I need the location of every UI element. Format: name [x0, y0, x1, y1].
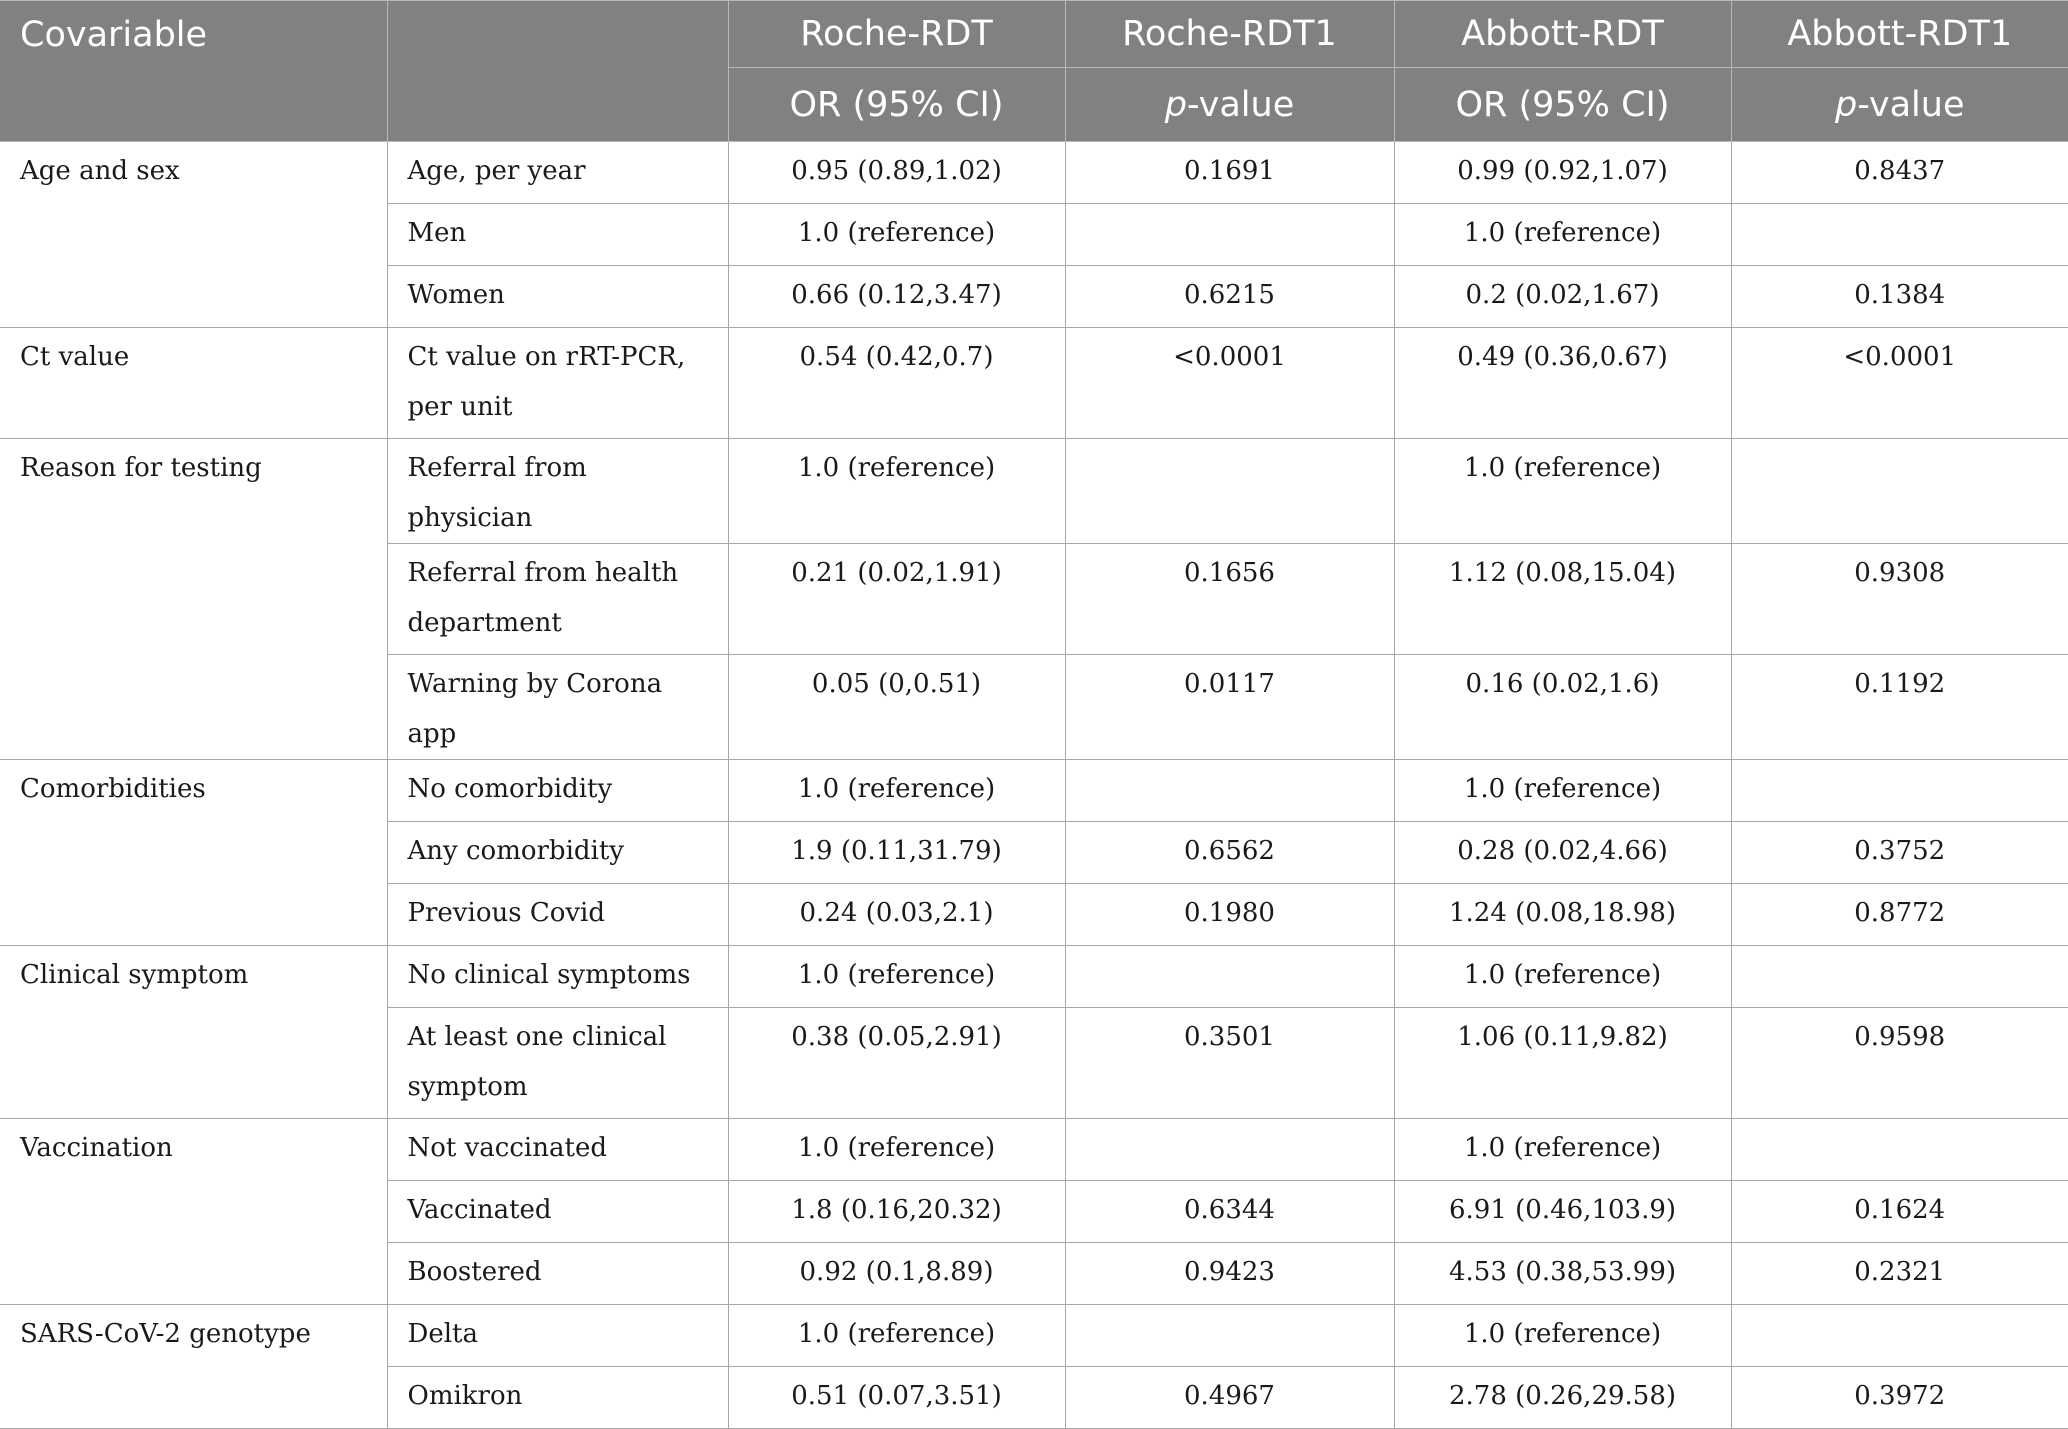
covariable-level	[387, 328, 728, 439]
roche-pvalue-cell	[1065, 328, 1394, 439]
covariable-level-text: Men	[407, 218, 467, 248]
roche-or-cell	[728, 1008, 1065, 1119]
covariable-level	[387, 1008, 728, 1119]
roche-pvalue-cell-text: 0.1656	[1184, 558, 1275, 588]
abbott-or-cell	[1394, 760, 1731, 822]
abbott-or-cell-text: 1.12 (0.08,15.04)	[1448, 558, 1677, 588]
roche-pvalue-cell-text: 0.1691	[1184, 156, 1275, 186]
abbott-or-cell-text: 1.24 (0.08,18.98)	[1448, 898, 1677, 928]
abbott-pvalue-cell	[1731, 1305, 2068, 1367]
abbott-or-cell-text: 1.0 (reference)	[1463, 218, 1662, 248]
covariable-level	[387, 760, 728, 822]
roche-pvalue-cell	[1065, 1008, 1394, 1119]
abbott-pvalue-cell-text: <0.0001	[1843, 342, 1957, 372]
abbott-pvalue-cell	[1731, 946, 2068, 1008]
roche-pvalue-cell-text: 0.9423	[1184, 1257, 1275, 1287]
abbott-or-cell-text: 0.49 (0.36,0.67)	[1457, 342, 1668, 372]
covariable-level-text: Age, per year	[407, 156, 586, 186]
subheader-roche-or: OR (95% CI)	[728, 68, 1065, 142]
table-row	[0, 328, 2068, 439]
roche-or-cell	[728, 1243, 1065, 1305]
roche-or-cell-text: 0.95 (0.89,1.02)	[791, 156, 1002, 186]
roche-or-cell-text: 0.05 (0,0.51)	[811, 669, 982, 699]
covariable-level	[387, 142, 728, 204]
abbott-or-cell-text: 1.06 (0.11,9.82)	[1457, 1022, 1668, 1052]
abbott-pvalue-cell-text: 0.8437	[1854, 156, 1946, 186]
roche-or-cell	[728, 266, 1065, 328]
covariable-level-text: Referral from physician	[407, 453, 587, 533]
covariable-level-text: Any comorbidity	[407, 836, 624, 866]
roche-or-cell	[728, 884, 1065, 946]
pvalue-p-letter: p	[1834, 84, 1858, 125]
abbott-pvalue-cell-text: 0.1384	[1854, 280, 1946, 310]
roche-pvalue-cell-text: 0.1980	[1184, 898, 1275, 928]
covariable-group-text: Age and sex	[20, 156, 180, 186]
abbott-or-cell	[1394, 204, 1731, 266]
roche-pvalue-cell	[1065, 544, 1394, 655]
abbott-pvalue-cell	[1731, 1119, 2068, 1181]
roche-pvalue-cell-text: 0.6562	[1184, 836, 1275, 866]
covariable-group-text: Comorbidities	[20, 774, 206, 804]
roche-or-cell	[728, 1181, 1065, 1243]
covariable-level-text: Boostered	[407, 1257, 542, 1287]
roche-pvalue-cell	[1065, 204, 1394, 266]
covariable-group-label	[0, 1305, 387, 1429]
abbott-pvalue-cell	[1731, 655, 2068, 760]
roche-or-cell-text: 0.21 (0.02,1.91)	[791, 558, 1002, 588]
roche-or-cell	[728, 328, 1065, 439]
abbott-or-cell	[1394, 1367, 1731, 1429]
abbott-pvalue-cell-text: 0.8772	[1854, 898, 1946, 928]
abbott-pvalue-cell-text: 0.9598	[1854, 1022, 1946, 1052]
covariable-level	[387, 439, 728, 544]
roche-pvalue-cell	[1065, 655, 1394, 760]
abbott-or-cell-text: 0.16 (0.02,1.6)	[1465, 669, 1660, 699]
abbott-pvalue-cell	[1731, 1243, 2068, 1305]
abbott-or-cell-text: 1.0 (reference)	[1463, 1133, 1662, 1163]
roche-pvalue-cell	[1065, 1243, 1394, 1305]
roche-or-cell	[728, 1367, 1065, 1429]
abbott-or-cell-text: 1.0 (reference)	[1463, 960, 1662, 990]
abbott-or-cell	[1394, 266, 1731, 328]
covariable-level	[387, 1305, 728, 1367]
roche-pvalue-cell	[1065, 760, 1394, 822]
roche-pvalue-cell	[1065, 1119, 1394, 1181]
roche-pvalue-cell	[1065, 946, 1394, 1008]
roche-or-cell-text: 1.0 (reference)	[797, 1319, 996, 1349]
abbott-or-cell-text: 6.91 (0.46,103.9)	[1448, 1195, 1677, 1225]
pvalue-suffix: -value	[1857, 84, 1965, 125]
subheader-abbott-or: OR (95% CI)	[1394, 68, 1731, 142]
covariable-level	[387, 1243, 728, 1305]
roche-pvalue-cell	[1065, 266, 1394, 328]
abbott-pvalue-cell	[1731, 328, 2068, 439]
roche-pvalue-cell-text: 0.6344	[1184, 1195, 1275, 1225]
covariable-group-text: Reason for testing	[20, 453, 262, 483]
roche-or-cell-text: 0.38 (0.05,2.91)	[791, 1022, 1002, 1052]
abbott-or-cell-text: 1.0 (reference)	[1463, 774, 1662, 804]
roche-pvalue-cell-text: 0.4967	[1184, 1381, 1275, 1411]
abbott-pvalue-cell-text: 0.1192	[1854, 669, 1946, 699]
abbott-or-cell	[1394, 142, 1731, 204]
abbott-pvalue-cell-text: 0.3972	[1854, 1381, 1946, 1411]
roche-or-cell-text: 0.66 (0.12,3.47)	[791, 280, 1002, 310]
roche-or-cell	[728, 439, 1065, 544]
roche-pvalue-cell-text: 0.0117	[1184, 669, 1275, 699]
header-roche-rdt1: Roche-RDT1	[1065, 1, 1394, 68]
abbott-or-cell	[1394, 655, 1731, 760]
abbott-or-cell-text: 2.78 (0.26,29.58)	[1448, 1381, 1677, 1411]
roche-pvalue-cell-text: <0.0001	[1173, 342, 1286, 372]
abbott-pvalue-cell	[1731, 439, 2068, 544]
abbott-pvalue-cell	[1731, 544, 2068, 655]
covariable-level-text: Delta	[407, 1319, 478, 1349]
abbott-or-cell	[1394, 1008, 1731, 1119]
abbott-or-cell	[1394, 884, 1731, 946]
subheader-abbott-pvalue	[1731, 68, 2068, 142]
covariable-level-text: No clinical symptoms	[407, 960, 691, 990]
abbott-pvalue-cell	[1731, 142, 2068, 204]
roche-or-cell-text: 0.92 (0.1,8.89)	[799, 1257, 994, 1287]
pvalue-p-letter: p	[1164, 84, 1187, 125]
roche-pvalue-cell	[1065, 1305, 1394, 1367]
roche-or-cell	[728, 946, 1065, 1008]
abbott-or-cell-text: 0.99 (0.92,1.07)	[1457, 156, 1668, 186]
covariable-level-text: Omikron	[407, 1381, 523, 1411]
abbott-pvalue-cell	[1731, 1008, 2068, 1119]
roche-pvalue-cell	[1065, 1181, 1394, 1243]
abbott-pvalue-cell	[1731, 822, 2068, 884]
abbott-pvalue-cell	[1731, 204, 2068, 266]
roche-or-cell	[728, 1305, 1065, 1367]
roche-pvalue-cell	[1065, 822, 1394, 884]
abbott-or-cell-text: 4.53 (0.38,53.99)	[1448, 1257, 1677, 1287]
roche-or-cell-text: 1.0 (reference)	[797, 218, 996, 248]
covariable-group-text: Clinical symptom	[20, 960, 249, 990]
abbott-pvalue-cell-text: 0.3752	[1854, 836, 1946, 866]
table-body	[0, 142, 2068, 1429]
covariable-group-text: SARS-CoV-2 genotype	[20, 1319, 311, 1349]
covariable-group-label	[0, 439, 387, 760]
covariable-level	[387, 1367, 728, 1429]
roche-or-cell-text: 1.0 (reference)	[797, 960, 996, 990]
roche-or-cell	[728, 760, 1065, 822]
roche-or-cell-text: 0.51 (0.07,3.51)	[791, 1381, 1002, 1411]
roche-or-cell	[728, 822, 1065, 884]
header-blank	[387, 1, 728, 142]
header-row-1	[0, 1, 2068, 68]
header-abbott-rdt: Abbott-RDT	[1394, 1, 1731, 68]
covariable-level-text: Ct value on rRT-PCR, per unit	[407, 342, 686, 422]
covariable-group-text: Vaccination	[20, 1133, 173, 1163]
covariable-level-text: Previous Covid	[407, 898, 606, 928]
abbott-pvalue-cell	[1731, 266, 2068, 328]
covariable-level-text: Warning by Corona app	[407, 669, 663, 749]
table-row	[0, 760, 2068, 822]
roche-or-cell-text: 1.0 (reference)	[797, 453, 996, 483]
roche-pvalue-cell	[1065, 142, 1394, 204]
abbott-pvalue-cell-text: 0.2321	[1854, 1257, 1946, 1287]
abbott-pvalue-cell	[1731, 1367, 2068, 1429]
covariable-level-text: Vaccinated	[407, 1195, 552, 1225]
covariable-level	[387, 544, 728, 655]
covariable-level-text: Not vaccinated	[407, 1133, 607, 1163]
covariable-group-label	[0, 946, 387, 1119]
header-covariable: Covariable	[0, 1, 387, 142]
subheader-roche-pvalue	[1065, 68, 1394, 142]
covariable-level-text: Women	[407, 280, 505, 310]
covariable-level	[387, 946, 728, 1008]
roche-or-cell	[728, 544, 1065, 655]
abbott-or-cell-text: 0.28 (0.02,4.66)	[1457, 836, 1668, 866]
roche-or-cell	[728, 1119, 1065, 1181]
roche-pvalue-cell-text: 0.3501	[1184, 1022, 1275, 1052]
roche-or-cell	[728, 204, 1065, 266]
covariable-group-label	[0, 1119, 387, 1305]
abbott-or-cell	[1394, 946, 1731, 1008]
roche-or-cell-text: 1.0 (reference)	[797, 1133, 996, 1163]
roche-or-cell-text: 0.54 (0.42,0.7)	[799, 342, 994, 372]
abbott-or-cell	[1394, 1181, 1731, 1243]
covariable-group-label	[0, 328, 387, 439]
abbott-pvalue-cell	[1731, 884, 2068, 946]
covariable-group-label	[0, 142, 387, 328]
abbott-or-cell	[1394, 1119, 1731, 1181]
abbott-or-cell	[1394, 822, 1731, 884]
covariable-level	[387, 266, 728, 328]
roche-or-cell-text: 1.0 (reference)	[797, 774, 996, 804]
covariable-level	[387, 1119, 728, 1181]
covariable-level-text: No comorbidity	[407, 774, 613, 804]
roche-or-cell-text: 1.9 (0.11,31.79)	[791, 836, 1002, 866]
header-roche-rdt: Roche-RDT	[728, 1, 1065, 68]
covariable-level	[387, 822, 728, 884]
abbott-or-cell	[1394, 1243, 1731, 1305]
abbott-or-cell	[1394, 544, 1731, 655]
abbott-or-cell-text: 1.0 (reference)	[1463, 1319, 1662, 1349]
abbott-pvalue-cell-text: 0.1624	[1854, 1195, 1946, 1225]
abbott-or-cell-text: 1.0 (reference)	[1463, 453, 1662, 483]
table-row	[0, 142, 2068, 204]
roche-or-cell-text: 1.8 (0.16,20.32)	[791, 1195, 1002, 1225]
abbott-or-cell-text: 0.2 (0.02,1.67)	[1465, 280, 1660, 310]
abbott-pvalue-cell-text: 0.9308	[1854, 558, 1946, 588]
roche-or-cell	[728, 655, 1065, 760]
abbott-pvalue-cell	[1731, 760, 2068, 822]
covariable-level	[387, 655, 728, 760]
covariable-group-label	[0, 760, 387, 946]
table-header	[0, 1, 2068, 142]
abbott-or-cell	[1394, 1305, 1731, 1367]
roche-or-cell	[728, 142, 1065, 204]
roche-or-cell-text: 0.24 (0.03,2.1)	[799, 898, 994, 928]
roche-pvalue-cell-text: 0.6215	[1184, 280, 1275, 310]
covariable-level	[387, 1181, 728, 1243]
roche-pvalue-cell	[1065, 1367, 1394, 1429]
covariable-level-text: At least one clinical symptom	[407, 1022, 667, 1102]
abbott-pvalue-cell	[1731, 1181, 2068, 1243]
header-abbott-rdt1: Abbott-RDT1	[1731, 1, 2068, 68]
covariable-group-text: Ct value	[20, 342, 130, 372]
roche-pvalue-cell	[1065, 439, 1394, 544]
table-row	[0, 1305, 2068, 1367]
abbott-or-cell	[1394, 328, 1731, 439]
table-row	[0, 946, 2068, 1008]
covariable-level	[387, 884, 728, 946]
covariable-level	[387, 204, 728, 266]
table-row	[0, 439, 2068, 544]
abbott-or-cell	[1394, 439, 1731, 544]
pvalue-suffix: -value	[1186, 84, 1295, 125]
covariable-level-text: Referral from health department	[407, 558, 679, 638]
table-row	[0, 1119, 2068, 1181]
roche-pvalue-cell	[1065, 884, 1394, 946]
